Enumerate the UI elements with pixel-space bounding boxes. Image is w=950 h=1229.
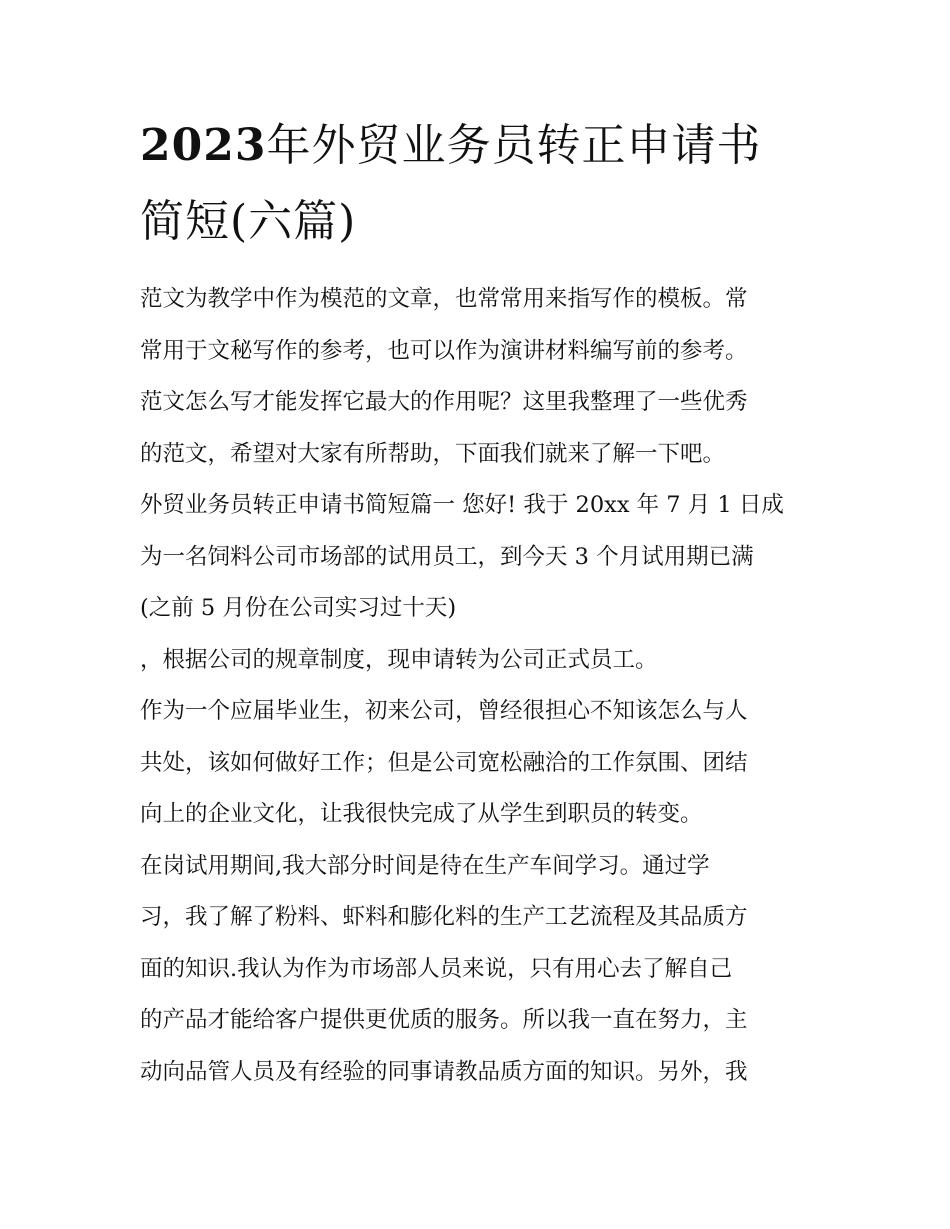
- body-line: 习，我了解了粉料、虾料和膨化料的生产工艺流程及其品质方: [140, 904, 748, 930]
- body-line: 作为一个应届毕业生，初来公司，曾经很担心不知该怎么与人: [140, 698, 748, 724]
- title-line1-text: 年外贸业务员转正申请书: [266, 120, 762, 171]
- body-line: 常用于文秘写作的参考，也可以作为演讲材料编写前的参考。: [140, 337, 748, 364]
- document-content: [140, 108, 820, 1098]
- body-line: 向上的企业文化，让我很快完成了从学生到职员的转变。: [140, 801, 703, 827]
- body-line: 的产品才能给客户提供更优质的服务。所以我一直在努力，主: [140, 1007, 748, 1033]
- body-line: 范文为教学中作为模范的文章，也常常用来指写作的模板。常: [140, 286, 748, 312]
- body-line: (之前 5 月份在公司实习过十天): [140, 595, 457, 621]
- document-body: [140, 274, 820, 1098]
- title-year: 2023: [140, 120, 267, 171]
- body-line: 动向品管人员及有经验的同事请教品质方面的知识。另外，我: [140, 1058, 748, 1085]
- body-line: 的范文，希望对大家有所帮助，下面我们就来了解一下吧。: [140, 440, 726, 467]
- title-line2-text: 简短(六篇): [140, 196, 357, 247]
- body-line: 范文怎么写才能发挥它最大的作用呢？这里我整理了一些优秀: [140, 389, 748, 415]
- body-line: 共处，该如何做好工作；但是公司宽松融洽的工作氛围、团结: [140, 749, 748, 776]
- body-line: 外贸业务员转正申请书简短篇一 您好! 我于 20xx 年 7 月 1 日成: [140, 492, 784, 518]
- body-line: 在岗试用期间,我大部分时间是待在生产车间学习。通过学: [140, 852, 710, 879]
- body-line: ，根据公司的规章制度，现申请转为公司正式员工。: [140, 646, 658, 673]
- body-line: 面的知识.我认为作为市场部人员来说，只有用心去了解自己: [140, 955, 733, 982]
- document-title: [140, 108, 820, 260]
- body-line: 为一名饲料公司市场部的试用员工，到今天 3 个月试用期已满: [140, 543, 754, 570]
